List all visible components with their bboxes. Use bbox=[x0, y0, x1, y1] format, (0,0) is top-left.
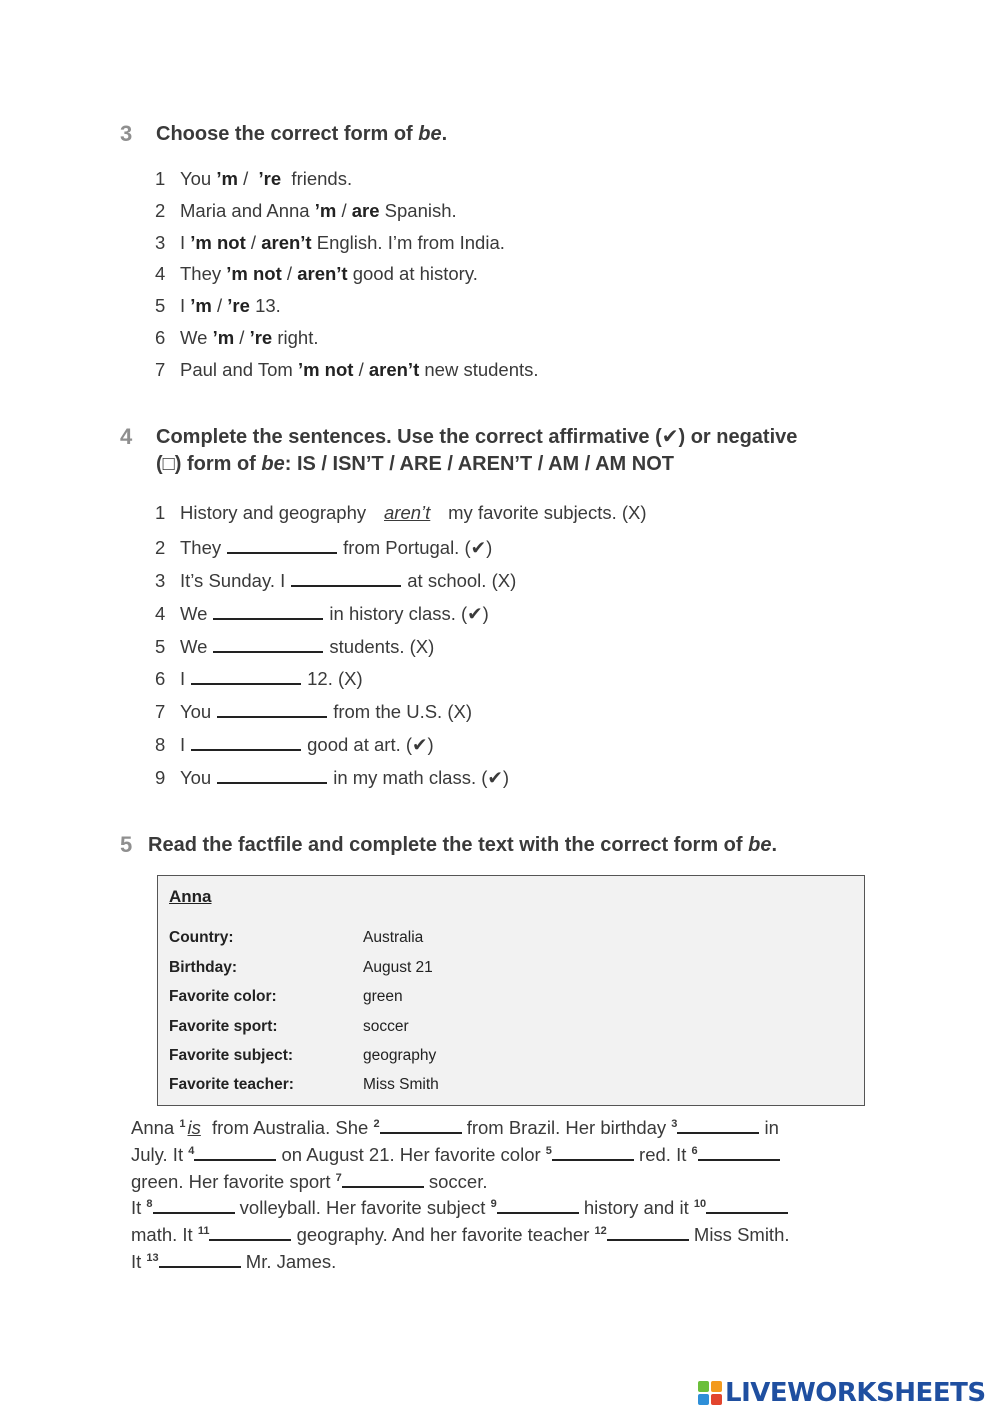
list-item: 5 I ’m / ’re 13. bbox=[155, 295, 281, 317]
example-answer: aren’t bbox=[384, 502, 431, 523]
factfile-name: Anna bbox=[169, 887, 212, 906]
list-item: 1 You ’m / ’re friends. bbox=[155, 168, 353, 189]
answer-blank[interactable] bbox=[213, 634, 323, 653]
list-item: 7 You from the U.S. (X) bbox=[155, 701, 472, 723]
list-item: 8 I good at art. (✔) bbox=[155, 734, 434, 756]
option-1[interactable]: ’m bbox=[216, 168, 238, 189]
answer-blank[interactable] bbox=[159, 1250, 241, 1268]
list-item: 1 History and geography aren’t my favorite subjects. (X) bbox=[155, 502, 647, 523]
list-item: 5 We students. (X) bbox=[155, 635, 435, 657]
paragraph-line: math. It $^{11}$ geography. And her favorite teacher $^{12}$ Miss Smith. bbox=[131, 1224, 790, 1246]
option-1[interactable]: ’m bbox=[314, 199, 337, 221]
option-1[interactable]: ’m not bbox=[190, 231, 246, 253]
section-3-list bbox=[155, 168, 539, 391]
answer-blank[interactable] bbox=[227, 535, 337, 554]
section-title: Complete the sentences. Use the correct affirmative (✔) or negative (□) form of be: IS / ISN’T / ARE / AREN’T / AM / AM NOT bbox=[156, 426, 798, 475]
section-4-heading bbox=[120, 424, 797, 478]
answer-blank[interactable] bbox=[191, 732, 301, 751]
answer-blank[interactable] bbox=[191, 666, 301, 685]
answer-blank[interactable] bbox=[217, 765, 327, 784]
option-2[interactable]: ’re bbox=[249, 326, 273, 348]
option-2[interactable]: ’re bbox=[258, 168, 282, 189]
answer-blank[interactable] bbox=[291, 568, 401, 587]
option-2[interactable]: aren’t bbox=[261, 231, 312, 253]
answer-blank[interactable] bbox=[342, 1170, 424, 1188]
option-2[interactable]: aren’t bbox=[297, 263, 348, 285]
answer-blank[interactable] bbox=[153, 1196, 235, 1214]
list-item: 9 You in my math class. (✔) bbox=[155, 767, 510, 789]
section-number: 3 bbox=[120, 121, 133, 146]
factfile-box: Anna Country: Australia Birthday: August 21 Favorite color: green Favorite sport: soccer Favorite subject: geography Favorite teacher: Miss Smith bbox=[157, 875, 865, 1106]
list-item: 2 Maria and Anna ’m / are Spanish. bbox=[155, 199, 457, 221]
option-1[interactable]: ’m bbox=[212, 326, 235, 348]
paragraph-line: July. It $^4$ on August 21. Her favorite color $^5$ red. It $^6$ bbox=[131, 1142, 851, 1169]
answer-blank[interactable] bbox=[552, 1143, 634, 1161]
answer-blank[interactable] bbox=[698, 1143, 780, 1161]
liveworksheets-logo-icon bbox=[697, 1380, 723, 1406]
option-2[interactable]: aren’t bbox=[368, 358, 420, 380]
option-1[interactable]: ’m bbox=[190, 295, 212, 317]
answer-blank[interactable] bbox=[209, 1223, 291, 1241]
list-item: 7 Paul and Tom ’m not / aren’t new students. bbox=[155, 358, 539, 380]
option-2[interactable]: ’re bbox=[227, 295, 250, 317]
list-item: 2 They from Portugal. (✔) bbox=[155, 536, 493, 558]
liveworksheets-logo[interactable] bbox=[697, 1378, 986, 1408]
answer-blank[interactable] bbox=[194, 1143, 276, 1161]
answer-blank[interactable] bbox=[217, 699, 327, 718]
brand-name: LIVEWORKSHEETS bbox=[725, 1378, 986, 1408]
option-1[interactable]: ’m not bbox=[226, 263, 282, 285]
section-4-list bbox=[155, 502, 647, 798]
option-2[interactable]: are bbox=[351, 199, 380, 221]
answer-blank[interactable] bbox=[677, 1116, 759, 1134]
answer-blank[interactable] bbox=[706, 1196, 788, 1214]
paragraph-line: It $^8$ volleyball. Her favorite subject $^9$ history and it $^{10}$ bbox=[131, 1195, 851, 1222]
section-title: Choose the correct form of be. bbox=[156, 123, 448, 145]
section-3-heading bbox=[120, 121, 447, 148]
section-5-heading bbox=[120, 832, 777, 859]
answer-blank[interactable] bbox=[497, 1196, 579, 1214]
answer-blank[interactable] bbox=[380, 1116, 462, 1134]
list-item: 3 It’s Sunday. I at school. (X) bbox=[155, 569, 517, 591]
example-answer: is bbox=[187, 1117, 201, 1138]
paragraph-line: Anna $^1$ is from Australia. She $^2$ from Brazil. Her birthday $^3$ in bbox=[131, 1117, 779, 1138]
answer-blank[interactable] bbox=[213, 601, 323, 620]
list-item: 6 We ’m / ’re right. bbox=[155, 326, 319, 348]
list-item: 3 I ’m not / aren’t English. I’m from India. bbox=[155, 231, 505, 253]
list-item: 4 We in history class. (✔) bbox=[155, 602, 489, 624]
option-1[interactable]: ’m not bbox=[297, 358, 354, 380]
list-item: 6 I 12. (X) bbox=[155, 668, 363, 690]
answer-blank[interactable] bbox=[607, 1223, 689, 1241]
fill-in-paragraph bbox=[131, 1115, 851, 1276]
section-number: 4 bbox=[120, 424, 133, 449]
paragraph-line: It $^{13}$ Mr. James. bbox=[131, 1250, 337, 1272]
list-item: 4 They ’m not / aren’t good at history. bbox=[155, 263, 478, 285]
section-title: Read the factfile and complete the text with the correct form of be. bbox=[148, 834, 778, 856]
section-number: 5 bbox=[120, 832, 133, 857]
paragraph-line: green. Her favorite sport $^7$ soccer. bbox=[131, 1170, 488, 1192]
